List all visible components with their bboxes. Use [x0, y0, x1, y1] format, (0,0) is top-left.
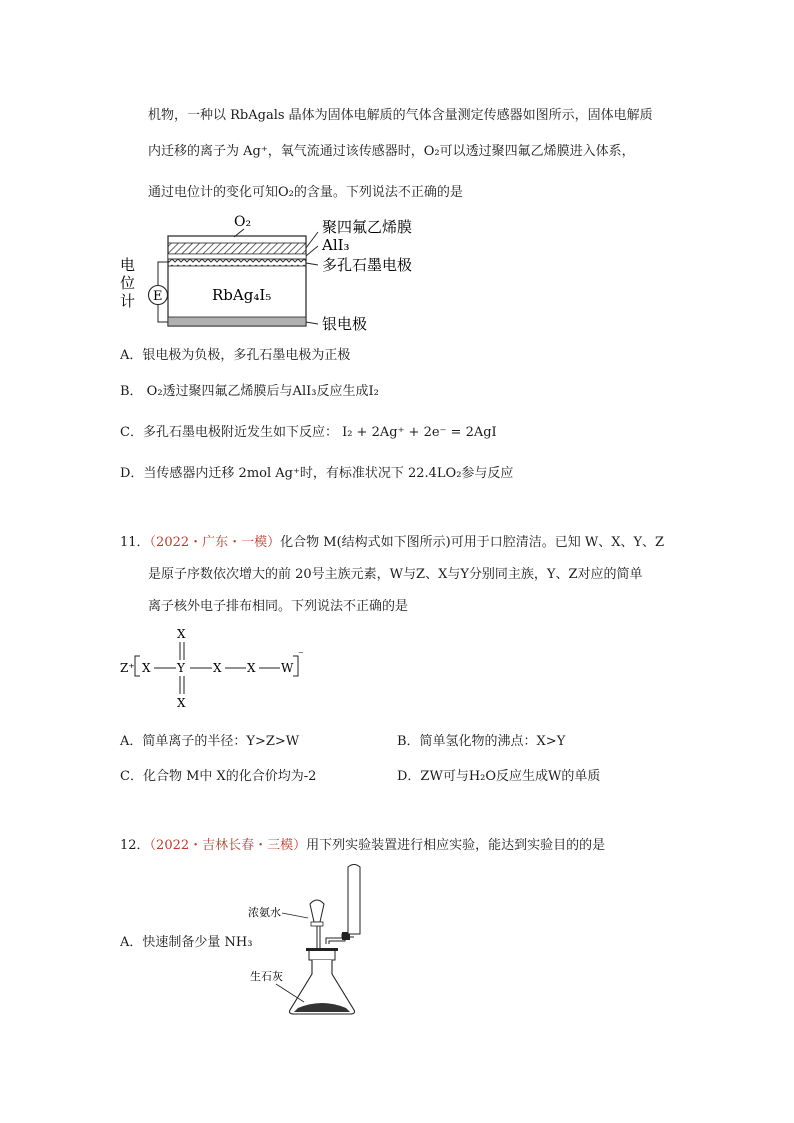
- q10-option-b: B． O₂透过聚四氟乙烯膜后与AlI₃反应生成I₂: [120, 384, 379, 399]
- meter-label-1: 电: [120, 256, 136, 274]
- q10-option-c: C．多孔石墨电极附近发生如下反应： I₂ + 2Ag⁺ + 2e⁻ = 2AgI: [120, 425, 497, 440]
- q10-option-a: A．银电极为负极，多孔石墨电极为正极: [120, 348, 351, 363]
- q12-option-a: A．快速制备少量 NH₃: [120, 935, 253, 950]
- o2-label: O₂: [234, 214, 252, 230]
- ali3-label: AlI₃: [322, 236, 350, 254]
- q12-header: [120, 834, 605, 853]
- q11-option-a: A．简单离子的半径：Y>Z>W: [120, 734, 300, 749]
- q12-number: 12．: [120, 838, 150, 853]
- sensor-diagram: [112, 210, 412, 335]
- meter-label-2: 位: [120, 274, 136, 292]
- apparatus-diagram: [246, 862, 386, 1022]
- struct-w: W: [281, 661, 294, 675]
- q11-source: （2022・广东・一模）: [149, 535, 281, 550]
- structure-diagram: [118, 626, 318, 710]
- q11-header: [120, 531, 664, 550]
- struct-z: Z⁺: [120, 661, 135, 675]
- q11-text-line2: 是原子序数依次增大的前 20号主族元素，W与Z、X与Y分别同主族，Y、Z对应的简单: [148, 567, 643, 582]
- q12-source: （2022・吉林长春・三模）: [149, 838, 307, 853]
- struct-y: Y: [177, 661, 185, 675]
- q11-text1: 化合物 M(结构式如下图所示)可用于口腔清洁。已知 W、X、Y、Z: [280, 535, 665, 550]
- meter-symbol: E: [153, 289, 163, 304]
- struct-x-bottom: X: [177, 696, 186, 710]
- q10-text-line3: 通过电位计的变化可知O₂的含量。下列说法不正确的是: [148, 185, 463, 200]
- q10-option-d: D．当传感器内迁移 2mol Ag⁺时，有标准状况下 22.4LO₂参与反应: [120, 466, 514, 481]
- ali3-layer: [168, 254, 306, 259]
- q11-number: 11．: [120, 535, 150, 550]
- rbag4i5-label: RbAg₄I₅: [212, 286, 272, 304]
- struct-x-top: X: [177, 627, 186, 641]
- q11-text-line3: 离子核外电子排布相同。下列说法不正确的是: [148, 599, 409, 614]
- graphite-label: 多孔石墨电极: [322, 256, 412, 274]
- q11-option-b: B．简单氢化物的沸点：X>Y: [397, 734, 566, 749]
- q10-text-line1: 机物，一种以 RbAgals 晶体为固体电解质的气体含量测定传感器如图所示，固体电解质: [148, 108, 653, 123]
- ammonia-label: 浓氨水: [248, 906, 281, 919]
- struct-charge: ⁻: [298, 648, 304, 661]
- struct-x-mid2: X: [247, 661, 256, 675]
- silver-electrode: [168, 317, 306, 326]
- q11-option-c: C．化合物 M中 X的化合价均为-2: [120, 769, 317, 784]
- silver-label: 银电极: [322, 315, 368, 333]
- ptfe-layer: [168, 243, 306, 254]
- struct-x-mid1: X: [213, 661, 222, 675]
- q11-option-d: D．ZW可与H₂O反应生成W的单质: [397, 769, 601, 784]
- quicklime-label: 生石灰: [250, 970, 283, 983]
- q10-text-line2: 内迁移的离子为 Ag⁺，氧气流通过该传感器时，O₂可以透过聚四氟乙烯膜进入体系，: [148, 144, 635, 159]
- meter-label-3: 计: [120, 292, 136, 310]
- q12-text: 用下列实验装置进行相应实验，能达到实验目的的是: [306, 838, 606, 853]
- struct-x-left: X: [142, 661, 151, 675]
- graphite-layer: [168, 259, 306, 266]
- ptfe-label: 聚四氟乙烯膜: [322, 218, 412, 236]
